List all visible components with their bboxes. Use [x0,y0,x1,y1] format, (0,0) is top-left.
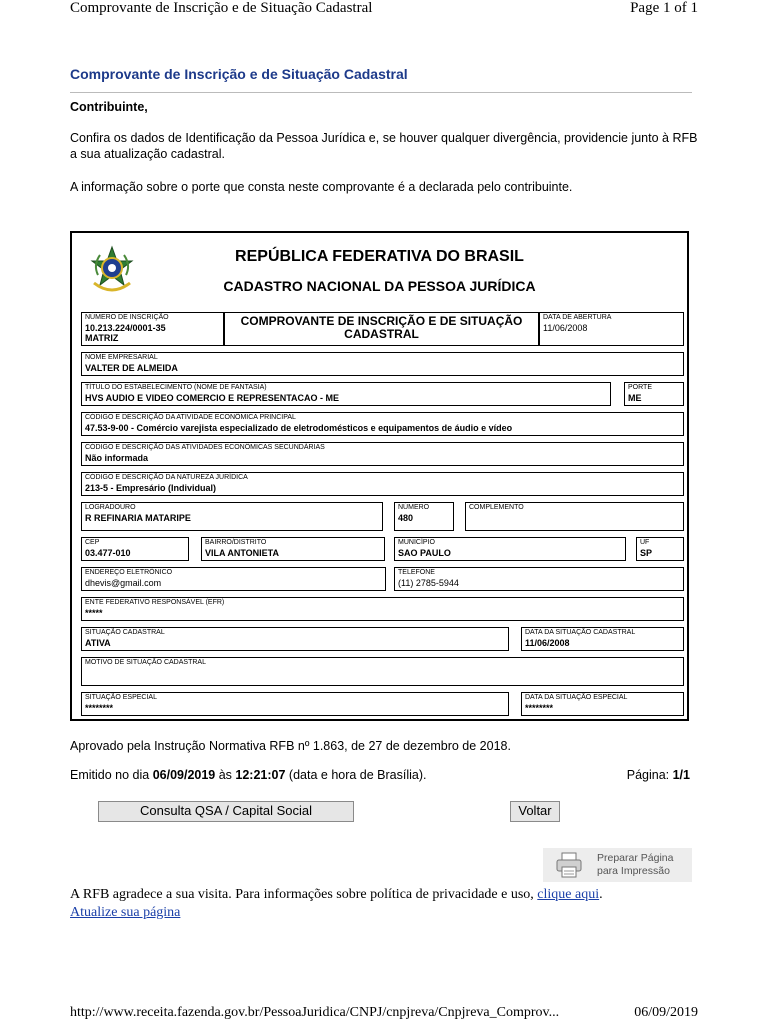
inscricao-label: NÚMERO DE INSCRIÇÃO [85,314,169,321]
bairro-value: VILA ANTONIETA [205,548,279,558]
cep-value: 03.477-010 [85,548,131,558]
print-preview-label [597,852,673,878]
especial-label: SITUAÇÃO ESPECIAL [85,694,157,701]
fantasia-box [81,382,611,406]
municipio-label: MUNICÍPIO [398,539,435,546]
browser-print-footer-url: http://www.receita.fazenda.gov.br/PessoaJuridica/CNPJ/cnpjreva/Cnpjreva_Comprov... [70,1005,560,1020]
telefone-label: TELEFONE [398,569,435,576]
nome-label: NOME EMPRESARIAL [85,354,158,361]
abertura-value: 11/06/2008 [543,323,588,333]
bairro-label: BAIRRO/DISTRITO [205,539,267,546]
efr-value: ***** [85,608,103,618]
bairro-box [201,537,385,561]
browser-print-header-page: Page 1 of 1 [630,0,698,16]
motivo-label: MOTIVO DE SITUAÇÃO CADASTRAL [85,659,206,666]
republica-title: REPÚBLICA FEDERATIVA DO BRASIL [235,248,524,265]
comprovante-title: COMPROVANTE DE INSCRIÇÃO E DE SITUAÇÃO CADASTRAL [240,314,523,341]
atividades-secundarias-value: Não informada [85,453,149,463]
emitted-mid: às [215,768,236,782]
data-especial-label: DATA DA SITUAÇÃO ESPECIAL [525,694,628,701]
data-especial-box [521,692,684,716]
consulta-qsa-button[interactable]: Consulta QSA / Capital Social [98,801,354,822]
situacao-label: SITUAÇÃO CADASTRAL [85,629,165,636]
emitted-time: 12:21:07 [235,768,286,782]
uf-value: SP [640,548,653,558]
data-situacao-box [521,627,684,651]
cep-box [81,537,189,561]
print-line-1: Preparar Página [597,852,674,864]
intro-text: Confira os dados de Identificação da Pessoa Jurídica e, se houver qualquer divergência, providencie junto à RFB a sua atualização cadastral. [70,131,698,161]
data-situacao-value: 11/06/2008 [525,638,570,648]
abertura-label: DATA DE ABERTURA [543,314,612,321]
telefone-box [394,567,684,591]
browser-print-header-title: Comprovante de Inscrição e de Situação Cadastral [70,0,373,16]
voltar-button[interactable]: Voltar [510,801,560,822]
abertura-box [539,312,684,346]
complemento-box [465,502,684,531]
privacy-link[interactable]: clique aqui [537,887,600,902]
printer-icon [555,852,583,878]
title-divider [70,92,692,93]
thanks-text [70,887,603,903]
especial-value: ******** [85,703,114,713]
pagina-value: 1/1 [672,768,690,782]
logradouro-box [81,502,383,531]
inscricao-value: 10.213.224/0001-35 [85,323,166,333]
municipio-box [394,537,626,561]
cnpj-title: CADASTRO NACIONAL DA PESSOA JURÍDICA [223,278,536,294]
porte-value: ME [628,393,642,403]
email-box [81,567,386,591]
nome-value: VALTER DE ALMEIDA [85,363,178,373]
print-preview-button[interactable] [543,848,692,882]
fantasia-label: TÍTULO DO ESTABELECIMENTO (NOME DE FANTASIA) [85,384,267,391]
cep-label: CEP [85,539,100,546]
certificate-panel [70,231,689,721]
emitted-date: 06/09/2019 [152,768,216,782]
atividade-principal-value: 47.53-9-00 - Comércio varejista especializado de eletrodomésticos e equipamentos de áudio e vídeo [85,423,513,433]
inscricao-box [81,312,224,346]
inscricao-tipo: MATRIZ [85,333,119,343]
efr-box [81,597,684,621]
thanks-body: A RFB agradece a sua visita. Para informações sobre política de privacidade e uso, [70,887,538,902]
emitted-suffix: (data e hora de Brasília). [285,768,427,782]
email-value: dhevis@gmail.com [85,578,162,588]
numero-label: NÚMERO [398,504,430,511]
porte-box [624,382,684,406]
telefone-value: (11) 2785-5944 [398,578,459,588]
situacao-especial-box [81,692,509,716]
logradouro-label: LOGRADOURO [85,504,136,511]
data-situacao-label: DATA DA SITUAÇÃO CADASTRAL [525,629,636,636]
logradouro-value: R REFINARIA MATARIPE [85,513,191,523]
natureza-value: 213-5 - Empresário (Individual) [85,483,217,493]
print-line-2: para Impressão [597,865,670,877]
atividades-secundarias-label: CÓDIGO E DESCRIÇÃO DAS ATIVIDADES ECONÔMICAS SECUNDÁRIAS [85,444,325,451]
refresh-page-link[interactable]: Atualize sua página [70,905,181,920]
natureza-juridica-box [81,472,684,496]
comprovante-box [224,312,539,346]
browser-print-footer-date: 06/09/2019 [634,1005,698,1020]
porte-note-text: A informação sobre o porte que consta neste comprovante é a declarada pelo contribuinte. [70,180,573,194]
nome-empresarial-box [81,352,684,376]
data-especial-value: ******** [525,703,554,713]
motivo-box [81,657,684,686]
email-label: ENDEREÇO ELETRÔNICO [85,569,173,576]
emitted-text [70,768,427,782]
pagina-indicator [627,768,690,782]
situacao-cadastral-box [81,627,509,651]
atividade-principal-label: CÓDIGO E DESCRIÇÃO DA ATIVIDADE ECONÔMICA PRINCIPAL [85,414,296,421]
complemento-label: COMPLEMENTO [469,504,524,511]
uf-label: UF [640,539,650,546]
fantasia-value: HVS AUDIO E VIDEO COMERCIO E REPRESENTACAO - ME [85,393,340,403]
emitted-prefix: Emitido no dia [70,768,153,782]
atividade-principal-box [81,412,684,436]
approved-text: Aprovado pela Instrução Normativa RFB nº 1.863, de 27 de dezembro de 2018. [70,739,511,753]
numero-value: 480 [398,513,414,523]
page-title: Comprovante de Inscrição e de Situação Cadastral [70,66,408,82]
atividades-secundarias-box [81,442,684,466]
numero-box [394,502,454,531]
greeting-text: Contribuinte, [70,100,148,114]
thanks-end: . [599,887,603,902]
porte-label: PORTE [628,384,652,391]
municipio-value: SAO PAULO [398,548,451,558]
natureza-label: CÓDIGO E DESCRIÇÃO DA NATUREZA JURÍDICA [85,474,248,481]
pagina-label: Página: [626,768,673,782]
uf-box [636,537,684,561]
situacao-value: ATIVA [85,638,111,648]
efr-label: ENTE FEDERATIVO RESPONSÁVEL (EFR) [85,599,225,606]
